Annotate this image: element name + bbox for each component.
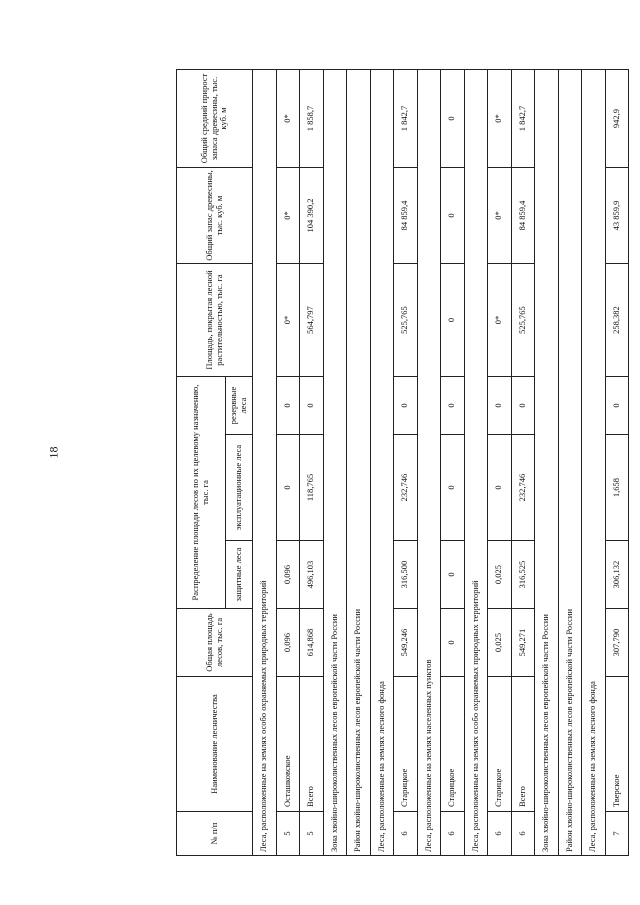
table-row bbox=[276, 70, 300, 856]
total-area-cell: 549,271 bbox=[511, 609, 535, 677]
total-area-cell: 0,025 bbox=[488, 609, 512, 677]
protective-cell: 316,525 bbox=[511, 541, 535, 609]
table-row bbox=[300, 70, 324, 856]
section-row bbox=[535, 70, 559, 856]
header-exploitation: эксплуатационные леса bbox=[226, 435, 253, 541]
row-number: 6 bbox=[488, 812, 512, 856]
forest-cover-cell: 0* bbox=[276, 264, 300, 377]
section-row bbox=[370, 70, 394, 856]
header-stock: Общий запас древесины, тыс. куб. м bbox=[177, 168, 253, 264]
reserve-cell: 0 bbox=[300, 377, 324, 435]
section-row bbox=[464, 70, 488, 856]
protective-cell: 0 bbox=[441, 541, 465, 609]
section-title: Зона хвойно-широколиственных лесов европейской части России bbox=[535, 70, 559, 856]
header-protective: защитные леса bbox=[226, 541, 253, 609]
stock-cell: 0 bbox=[441, 168, 465, 264]
stock-cell: 0* bbox=[488, 168, 512, 264]
reserve-cell: 0 bbox=[276, 377, 300, 435]
reserve-cell: 0 bbox=[488, 377, 512, 435]
table-row bbox=[441, 70, 465, 856]
section-title: Леса, расположенные на землях особо охраняемых природных территорий bbox=[464, 70, 488, 856]
exploitation-cell: 1,658 bbox=[605, 435, 629, 541]
growth-cell: 1 842,7 bbox=[511, 70, 535, 168]
total-area-cell: 0,096 bbox=[276, 609, 300, 677]
forestry-name: Осташковское bbox=[276, 677, 300, 812]
exploitation-cell: 118,765 bbox=[300, 435, 324, 541]
row-number: 5 bbox=[276, 812, 300, 856]
forestry-name: Всего bbox=[511, 677, 535, 812]
forestry-name: Всего bbox=[300, 677, 324, 812]
header-total-area: Общая площадь лесов, тыс. га bbox=[177, 609, 253, 677]
growth-cell: 0 bbox=[441, 70, 465, 168]
table-row bbox=[394, 70, 418, 856]
forest-distribution-table bbox=[176, 69, 629, 856]
reserve-cell: 0 bbox=[605, 377, 629, 435]
forest-cover-cell: 0* bbox=[488, 264, 512, 377]
reserve-cell: 0 bbox=[511, 377, 535, 435]
table-body bbox=[253, 70, 629, 856]
total-area-cell: 549,246 bbox=[394, 609, 418, 677]
section-title: Район хвойно-широколиственных лесов европейской части России bbox=[347, 70, 371, 856]
reserve-cell: 0 bbox=[441, 377, 465, 435]
stock-cell: 84 859,4 bbox=[394, 168, 418, 264]
protective-cell: 496,103 bbox=[300, 541, 324, 609]
exploitation-cell: 0 bbox=[441, 435, 465, 541]
section-row bbox=[253, 70, 277, 856]
stock-cell: 0* bbox=[276, 168, 300, 264]
header-growth: Общий средний прирост запаса древесины, тыс. куб. м bbox=[177, 70, 253, 168]
reserve-cell: 0 bbox=[394, 377, 418, 435]
growth-cell: 0* bbox=[488, 70, 512, 168]
table-row bbox=[488, 70, 512, 856]
section-row bbox=[347, 70, 371, 856]
forestry-name: Старицкое bbox=[488, 677, 512, 812]
page-number: 18 bbox=[46, 446, 61, 459]
row-number: 5 bbox=[300, 812, 324, 856]
stock-cell: 43 859,9 bbox=[605, 168, 629, 264]
forestry-name: Старицкое bbox=[441, 677, 465, 812]
section-row bbox=[582, 70, 606, 856]
section-row bbox=[558, 70, 582, 856]
forest-cover-cell: 258,382 bbox=[605, 264, 629, 377]
total-area-cell: 614,868 bbox=[300, 609, 324, 677]
section-title: Леса, расположенные на землях населенных пунктов bbox=[417, 70, 441, 856]
protective-cell: 306,132 bbox=[605, 541, 629, 609]
table-row bbox=[605, 70, 629, 856]
forest-cover-cell: 564,797 bbox=[300, 264, 324, 377]
section-title: Леса, расположенные на землях особо охраняемых природных территорий bbox=[253, 70, 277, 856]
total-area-cell: 307,790 bbox=[605, 609, 629, 677]
section-title: Район хвойно-широколиственных лесов европейской части России bbox=[558, 70, 582, 856]
exploitation-cell: 0 bbox=[488, 435, 512, 541]
rotated-table-container bbox=[176, 70, 621, 856]
growth-cell: 1 858,7 bbox=[300, 70, 324, 168]
forestry-name: Тверское bbox=[605, 677, 629, 812]
total-area-cell: 0 bbox=[441, 609, 465, 677]
row-number: 6 bbox=[394, 812, 418, 856]
row-number: 6 bbox=[441, 812, 465, 856]
header-distribution: Распределение площади лесов по их целевому назначению, тыс. га bbox=[177, 377, 226, 609]
exploitation-cell: 0 bbox=[276, 435, 300, 541]
section-row bbox=[323, 70, 347, 856]
growth-cell: 0* bbox=[276, 70, 300, 168]
forestry-name: Старицкое bbox=[394, 677, 418, 812]
header-name: Наименование лесничества bbox=[177, 677, 253, 812]
forest-cover-cell: 0 bbox=[441, 264, 465, 377]
row-number: 6 bbox=[511, 812, 535, 856]
stock-cell: 84 859,4 bbox=[511, 168, 535, 264]
protective-cell: 316,500 bbox=[394, 541, 418, 609]
forest-cover-cell: 525,765 bbox=[511, 264, 535, 377]
section-row bbox=[417, 70, 441, 856]
header-num: № п/п bbox=[177, 812, 253, 856]
exploitation-cell: 232,746 bbox=[394, 435, 418, 541]
section-title: Зона хвойно-широколиственных лесов европейской части России bbox=[323, 70, 347, 856]
growth-cell: 1 842,7 bbox=[394, 70, 418, 168]
header-forest-cover: Площадь, покрытая лесной растительностью, тыс. га bbox=[177, 264, 253, 377]
section-title: Леса, расположенные на землях лесного фонда bbox=[582, 70, 606, 856]
forest-cover-cell: 525,765 bbox=[394, 264, 418, 377]
row-number: 7 bbox=[605, 812, 629, 856]
stock-cell: 104 390,2 bbox=[300, 168, 324, 264]
exploitation-cell: 232,746 bbox=[511, 435, 535, 541]
growth-cell: 942,9 bbox=[605, 70, 629, 168]
protective-cell: 0,096 bbox=[276, 541, 300, 609]
protective-cell: 0,025 bbox=[488, 541, 512, 609]
header-reserve: резервные леса bbox=[226, 377, 253, 435]
section-title: Леса, расположенные на землях лесного фонда bbox=[370, 70, 394, 856]
table-row bbox=[511, 70, 535, 856]
